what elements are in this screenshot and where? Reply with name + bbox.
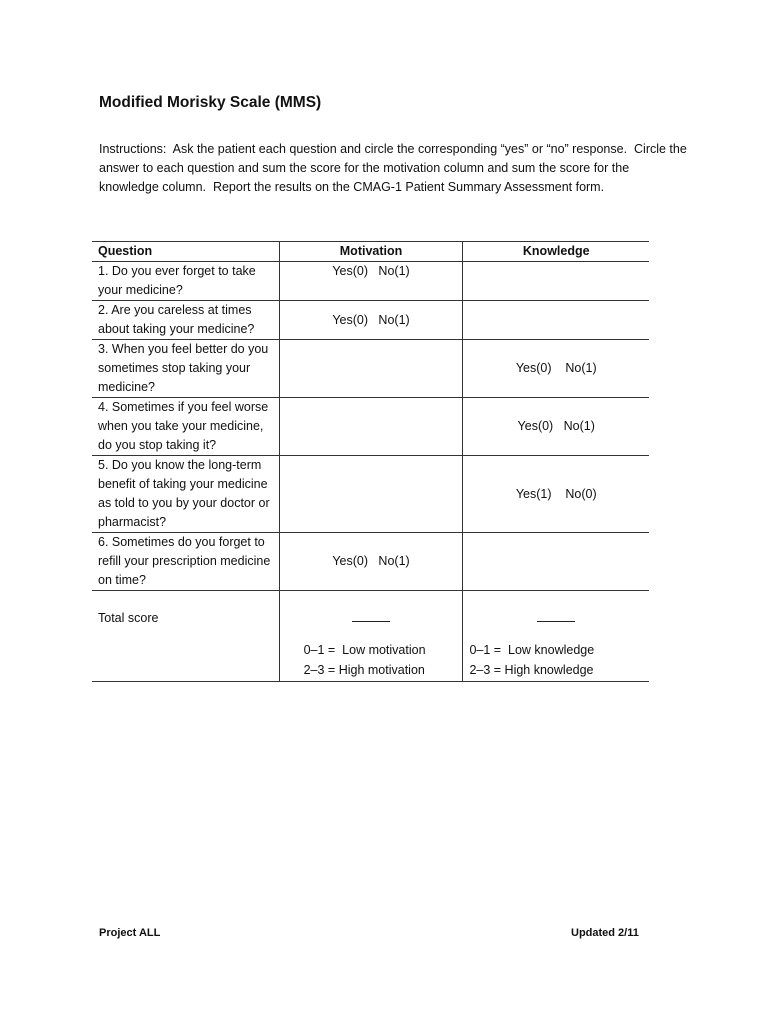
motivation-answer xyxy=(279,398,463,456)
motivation-answer[interactable]: Yes(0) No(1) xyxy=(279,533,463,591)
table-row xyxy=(92,301,649,340)
motivation-answer xyxy=(279,456,463,533)
motivation-legend-low: 0–1 = Low motivation xyxy=(303,643,426,657)
question-cell: 2. Are you careless at times about taking your medicine? xyxy=(92,301,279,340)
knowledge-legend-high: 2–3 = High knowledge xyxy=(469,663,594,677)
table-row xyxy=(92,340,649,398)
motivation-answer[interactable]: Yes(0) No(1) xyxy=(279,301,463,340)
mms-table xyxy=(92,241,649,682)
knowledge-answer xyxy=(463,301,649,340)
header-motivation: Motivation xyxy=(279,242,463,262)
motivation-legend xyxy=(286,640,457,680)
header-knowledge: Knowledge xyxy=(463,242,649,262)
header-question: Question xyxy=(92,242,279,262)
table-row xyxy=(92,533,649,591)
knowledge-total-cell xyxy=(463,591,649,682)
question-cell: 6. Sometimes do you forget to refill your prescription medicine on time? xyxy=(92,533,279,591)
knowledge-answer[interactable]: Yes(0) No(1) xyxy=(463,398,649,456)
question-cell: 5. Do you know the long-term benefit of taking your medicine as told to you by your doctor or pharmacist? xyxy=(92,456,279,533)
footer-updated: Updated 2/11 xyxy=(571,927,639,939)
question-cell: 4. Sometimes if you feel worse when you take your medicine, do you stop taking it? xyxy=(92,398,279,456)
page-title: Modified Morisky Scale (MMS) xyxy=(99,94,322,111)
instructions-text: Instructions: Ask the patient each question and circle the corresponding “yes” or “no” response. Circle the answer to each question and sum the score for the motivation column and sum the score for the knowledge column. Report the results on the CMAG-1 Patient Summary Assessment form. xyxy=(99,142,691,194)
question-cell: 1. Do you ever forget to take your medicine? xyxy=(92,262,279,301)
question-cell: 3. When you feel better do you sometimes stop taking your medicine? xyxy=(92,340,279,398)
motivation-answer xyxy=(279,340,463,398)
knowledge-answer xyxy=(463,262,649,301)
table-row xyxy=(92,398,649,456)
footer-project: Project ALL xyxy=(99,927,161,939)
motivation-legend-high: 2–3 = High motivation xyxy=(303,663,425,677)
knowledge-answer xyxy=(463,533,649,591)
table-header-row xyxy=(92,242,649,262)
knowledge-total-blank[interactable] xyxy=(537,609,575,622)
motivation-answer[interactable]: Yes(0) No(1) xyxy=(279,262,463,301)
total-score-label: Total score xyxy=(92,591,279,682)
knowledge-answer[interactable]: Yes(0) No(1) xyxy=(463,340,649,398)
table-row xyxy=(92,456,649,533)
motivation-total-cell xyxy=(279,591,463,682)
table-row xyxy=(92,262,649,301)
total-score-row xyxy=(92,591,649,682)
knowledge-legend xyxy=(469,640,643,680)
knowledge-answer[interactable]: Yes(1) No(0) xyxy=(463,456,649,533)
motivation-total-blank[interactable] xyxy=(352,609,390,622)
knowledge-legend-low: 0–1 = Low knowledge xyxy=(469,643,595,657)
